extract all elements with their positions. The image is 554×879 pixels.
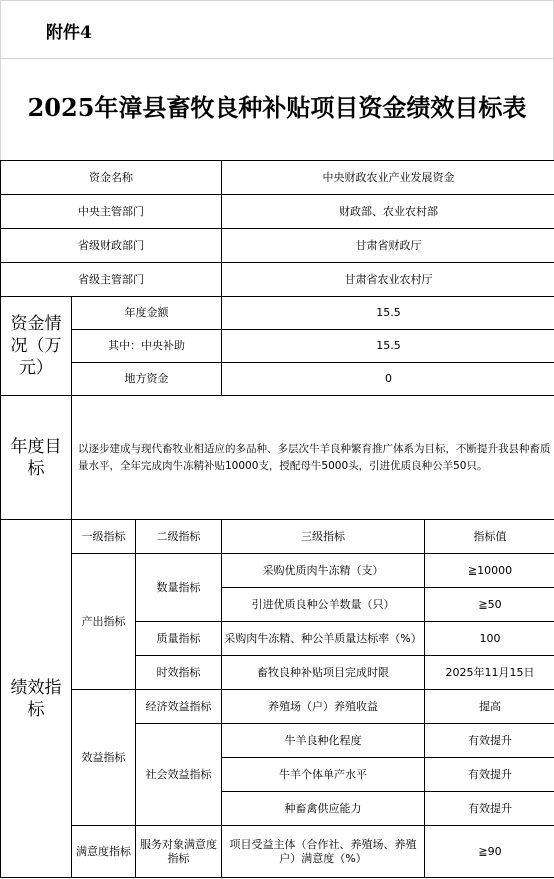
row-annual-amount: [1, 297, 554, 330]
table-row: [1, 826, 554, 878]
service-satisfaction-label: 服务对象满意度指标: [136, 826, 222, 878]
table-row: [1, 690, 554, 724]
performance-table: [0, 160, 554, 878]
row-indicator-headers: [1, 520, 554, 554]
fund-name-value: 中央财政农业产业发展资金: [222, 161, 554, 195]
social-item-name: 牛羊个体单产水平: [222, 758, 425, 792]
page-title: 2025年漳县畜牧良种补贴项目资金绩效目标表: [27, 93, 527, 122]
social-item-name: 牛羊良种化程度: [222, 724, 425, 758]
annual-amount-label: 年度金额: [72, 297, 222, 330]
social-item-name: 种畜禽供应能力: [222, 792, 425, 826]
central-dept-label: 中央主管部门: [1, 195, 222, 229]
time-item-name: 畜牧良种补贴项目完成时限: [222, 656, 425, 690]
satisfaction-indicator-label: 满意度指标: [72, 826, 136, 878]
economic-indicator-label: 经济效益指标: [136, 690, 222, 724]
fund-name-label: 资金名称: [1, 161, 222, 195]
row-fund-name: [1, 161, 554, 195]
social-item-value: 有效提升: [425, 758, 554, 792]
annual-goal-text: 以逐步建成与现代畜牧业相适应的多品种、多层次牛羊良种繁育推广体系为目标，不断提升我县种畜质量水平，全年完成肉牛冻精补贴10000支，授配母牛5000头，引进优质良种公羊50只。: [72, 396, 554, 520]
table-row: [1, 554, 554, 588]
header-level3: 三级指标: [222, 520, 425, 554]
row-prov-finance: [1, 229, 554, 263]
central-subsidy-label: 其中：中央补助: [72, 330, 222, 363]
header-value: 指标值: [425, 520, 554, 554]
benefit-indicator-label: 效益指标: [72, 690, 136, 826]
output-indicator-label: 产出指标: [72, 554, 136, 690]
row-local-funds: [1, 363, 554, 396]
social-item-value: 有效提升: [425, 724, 554, 758]
row-prov-dept: [1, 263, 554, 297]
quantity-item-value: ≧50: [425, 588, 554, 622]
service-item-value: ≧90: [425, 826, 554, 878]
central-subsidy-value: 15.5: [222, 330, 554, 363]
social-indicator-label: 社会效益指标: [136, 724, 222, 826]
quantity-indicator-label: 数量指标: [136, 554, 222, 622]
funds-section-label: 资金情况（万元）: [1, 297, 72, 396]
time-indicator-label: 时效指标: [136, 656, 222, 690]
economic-item-value: 提高: [425, 690, 554, 724]
prov-finance-label: 省级财政部门: [1, 229, 222, 263]
time-item-value: 2025年11月15日: [425, 656, 554, 690]
economic-item-name: 养殖场（户）养殖收益: [222, 690, 425, 724]
local-funds-value: 0: [222, 363, 554, 396]
quantity-item-name: 引进优质良种公羊数量（只）: [222, 588, 425, 622]
prov-dept-label: 省级主管部门: [1, 263, 222, 297]
attachment-label: 附件4: [46, 23, 92, 43]
header-level1: 一级指标: [72, 520, 136, 554]
prov-dept-value: 甘肃省农业农村厅: [222, 263, 554, 297]
quantity-item-value: ≧10000: [425, 554, 554, 588]
social-item-value: 有效提升: [425, 792, 554, 826]
row-annual-goal: [1, 396, 554, 520]
annual-amount-value: 15.5: [222, 297, 554, 330]
quality-item-value: 100: [425, 622, 554, 656]
service-item-name: 项目受益主体（合作社、养殖场、养殖户）满意度（%）: [222, 826, 425, 878]
annual-goal-label: 年度目标: [1, 396, 72, 520]
quality-indicator-label: 质量指标: [136, 622, 222, 656]
row-central-subsidy: [1, 330, 554, 363]
header-level2: 二级指标: [136, 520, 222, 554]
prov-finance-value: 甘肃省财政厅: [222, 229, 554, 263]
row-central-dept: [1, 195, 554, 229]
central-dept-value: 财政部、农业农村部: [222, 195, 554, 229]
quality-item-name: 采购肉牛冻精、种公羊质量达标率（%）: [222, 622, 425, 656]
quantity-item-name: 采购优质肉牛冻精（支）: [222, 554, 425, 588]
local-funds-label: 地方资金: [72, 363, 222, 396]
indicators-section-label: 绩效指标: [1, 520, 72, 878]
